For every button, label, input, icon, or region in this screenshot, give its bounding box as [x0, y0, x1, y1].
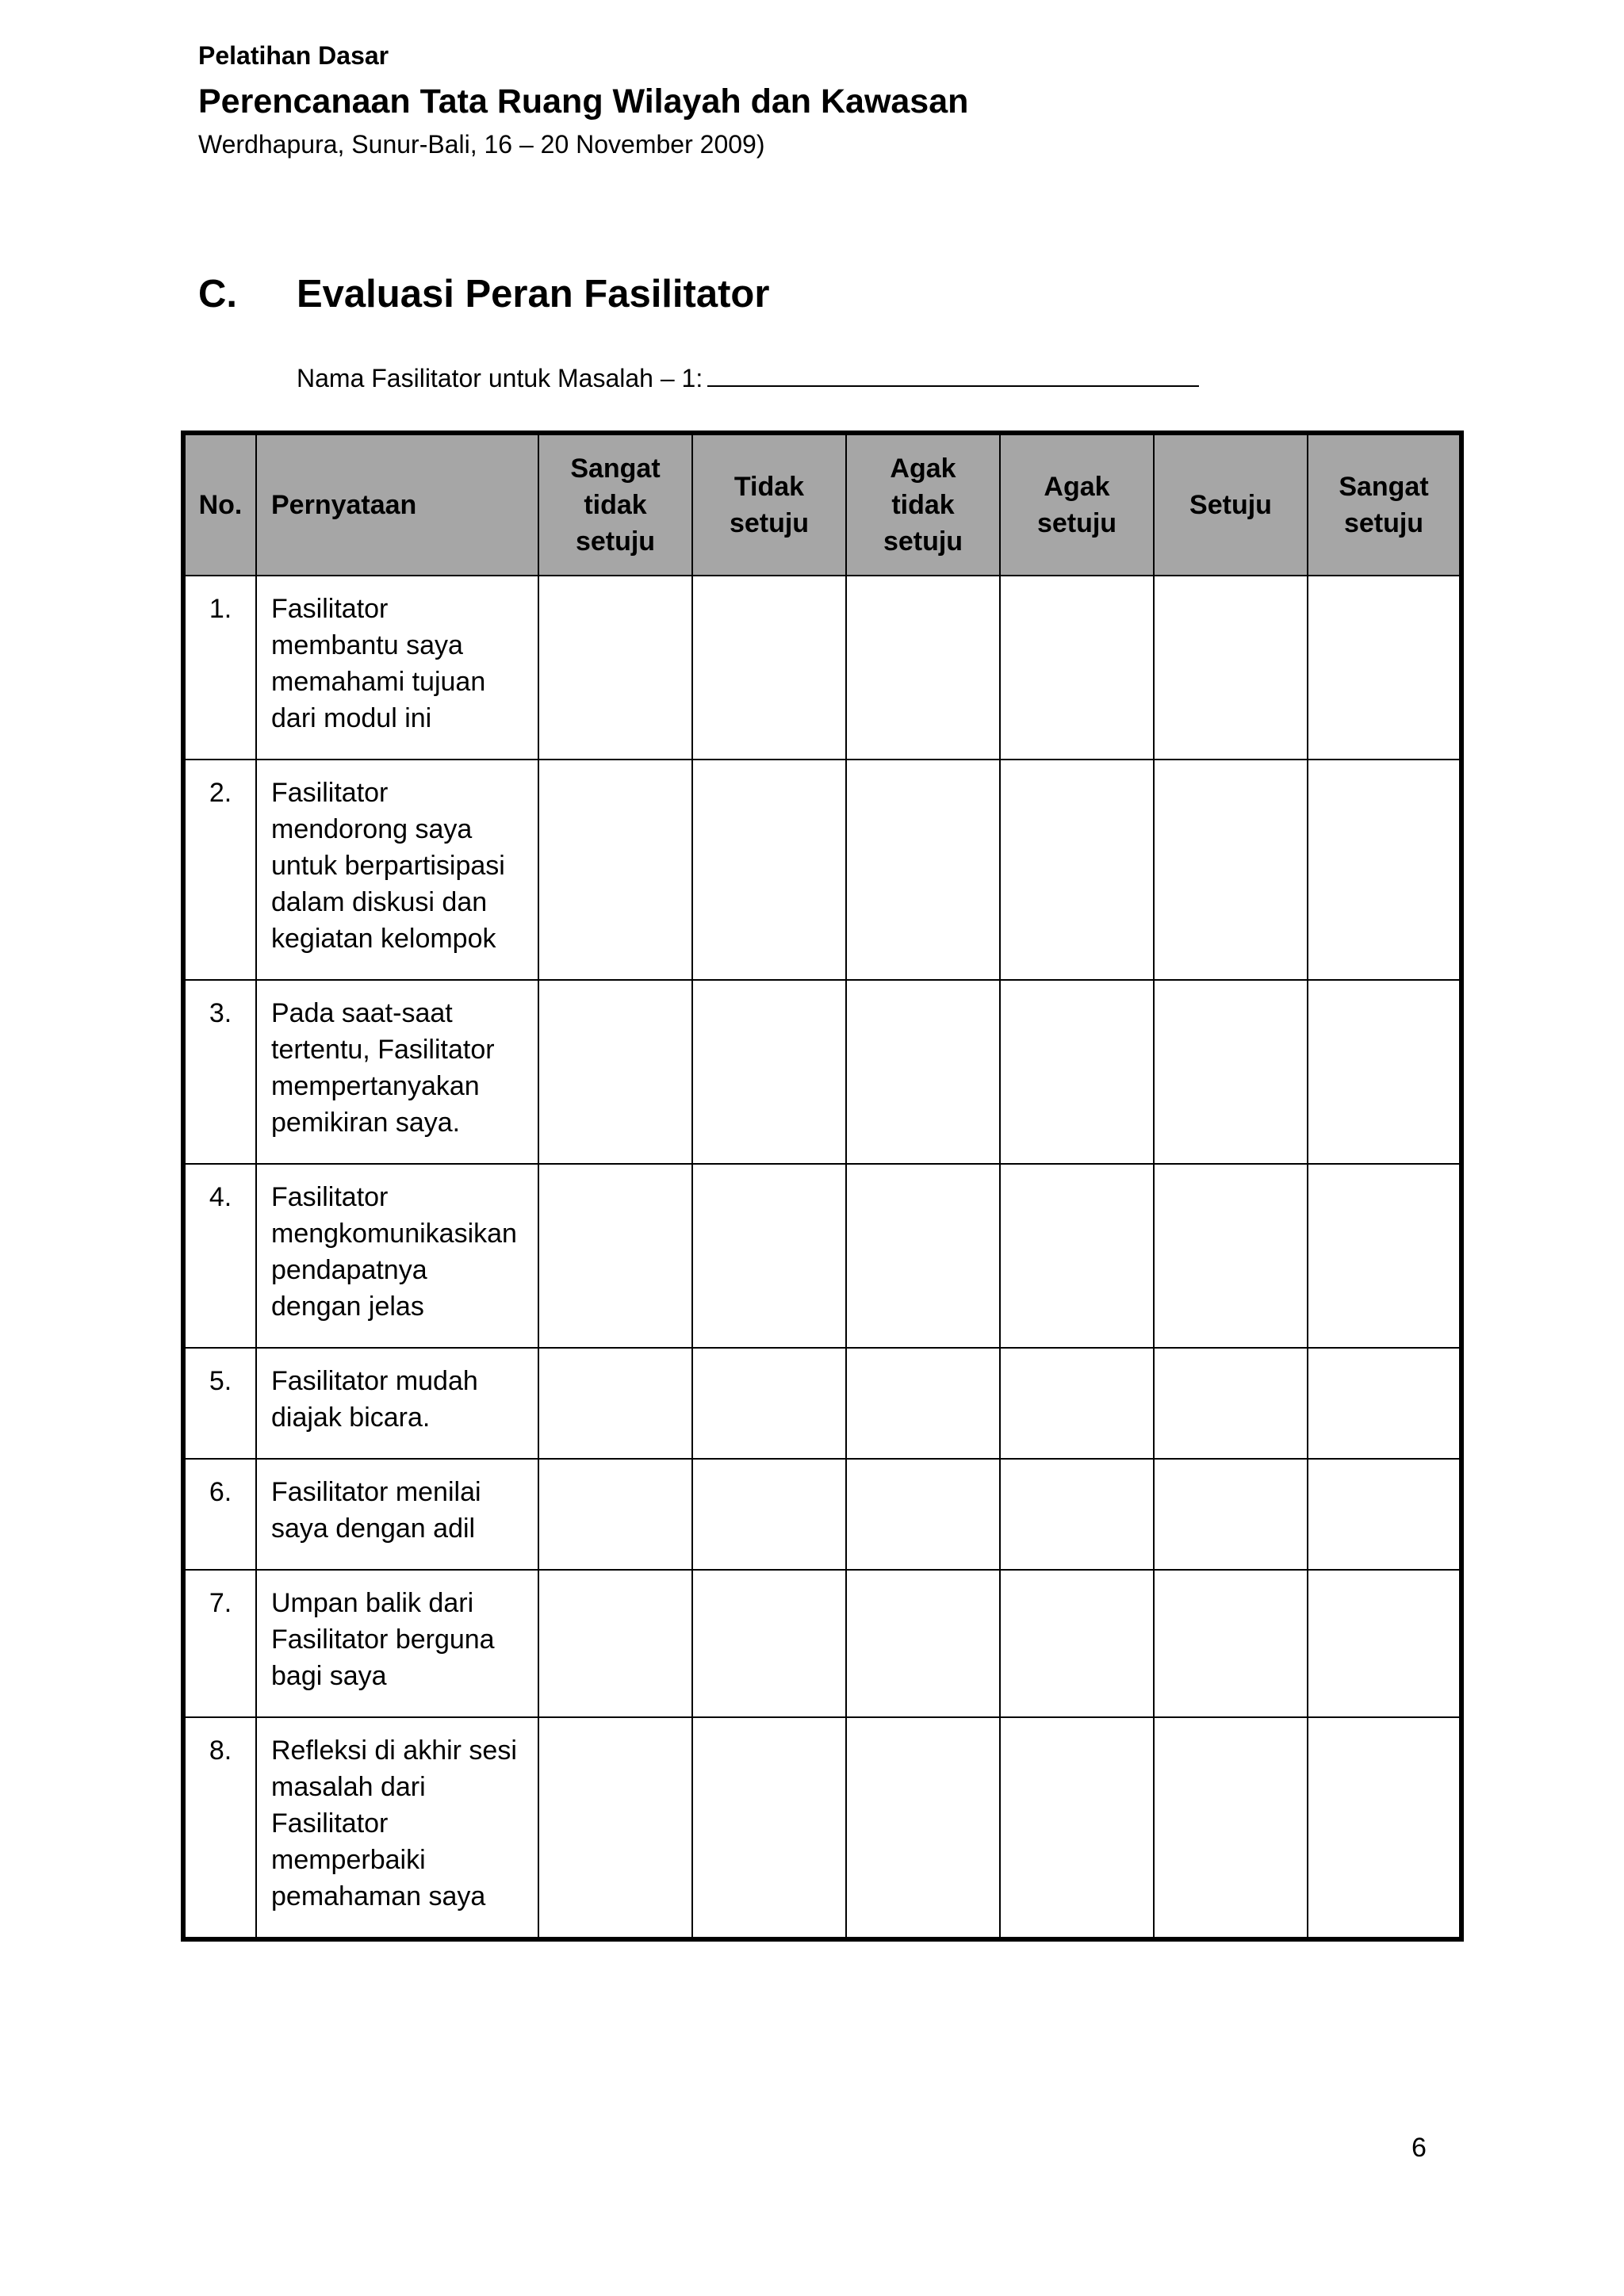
rating-cell-2[interactable] — [692, 1570, 846, 1717]
statement-line: Fasilitator — [271, 778, 389, 808]
statement-line: dengan jelas — [271, 1292, 424, 1322]
rating-cell-2[interactable] — [692, 980, 846, 1164]
statement-line: bagi saya — [271, 1661, 387, 1691]
row-number: 5. — [183, 1348, 256, 1459]
statement-line: memahami tujuan — [271, 667, 486, 697]
rating-cell-4[interactable] — [1000, 980, 1154, 1164]
header-scale-line: tidak — [891, 490, 955, 520]
statement-line: dari modul ini — [271, 703, 432, 733]
facilitator-name-label: Nama Fasilitator untuk Masalah – 1: — [297, 364, 703, 392]
row-number: 3. — [183, 980, 256, 1164]
statement-line: Pada saat-saat — [271, 998, 453, 1028]
statement-line: masalah dari — [271, 1772, 426, 1802]
section-title: Evaluasi Peran Fasilitator — [297, 273, 770, 316]
table-row — [183, 1348, 1461, 1459]
header-course-title: Perencanaan Tata Ruang Wilayah dan Kawasan — [198, 82, 969, 121]
rating-cell-6[interactable] — [1308, 1164, 1461, 1348]
rating-cell-6[interactable] — [1308, 1717, 1461, 1939]
row-number: 1. — [183, 576, 256, 760]
rating-cell-6[interactable] — [1308, 1570, 1461, 1717]
statement-line: pemikiran saya. — [271, 1108, 461, 1138]
rating-cell-3[interactable] — [846, 980, 1000, 1164]
header-scale-1 — [538, 433, 692, 576]
header-scale-line: Agak — [1044, 472, 1110, 502]
row-number: 7. — [183, 1570, 256, 1717]
statement-line: Fasilitator berguna — [271, 1624, 495, 1655]
row-statement — [256, 576, 538, 760]
row-statement — [256, 980, 538, 1164]
header-scale-line: tidak — [584, 490, 647, 520]
statement-line: kegiatan kelompok — [271, 924, 496, 954]
rating-cell-1[interactable] — [538, 1459, 692, 1570]
table-row — [183, 1570, 1461, 1717]
rating-cell-2[interactable] — [692, 576, 846, 760]
row-number: 6. — [183, 1459, 256, 1570]
rating-cell-5[interactable] — [1154, 1164, 1308, 1348]
statement-line: membantu saya — [271, 630, 463, 660]
header-scale-6 — [1308, 433, 1461, 576]
table-row — [183, 1164, 1461, 1348]
rating-cell-4[interactable] — [1000, 1459, 1154, 1570]
table-row — [183, 1717, 1461, 1939]
evaluation-table — [181, 430, 1464, 1942]
statement-line: pemahaman saya — [271, 1881, 486, 1911]
rating-cell-4[interactable] — [1000, 1164, 1154, 1348]
statement-line: dalam diskusi dan — [271, 887, 488, 917]
header-scale-line: Agak — [890, 453, 956, 484]
rating-cell-6[interactable] — [1308, 1348, 1461, 1459]
rating-cell-4[interactable] — [1000, 576, 1154, 760]
statement-line: Umpan balik dari — [271, 1588, 474, 1618]
rating-cell-5[interactable] — [1154, 1348, 1308, 1459]
rating-cell-5[interactable] — [1154, 1717, 1308, 1939]
row-statement — [256, 1570, 538, 1717]
rating-cell-5[interactable] — [1154, 1570, 1308, 1717]
rating-cell-3[interactable] — [846, 1570, 1000, 1717]
facilitator-name-field[interactable] — [707, 362, 1199, 387]
header-scale-5 — [1154, 433, 1308, 576]
rating-cell-4[interactable] — [1000, 1348, 1154, 1459]
header-scale-line: setuju — [1036, 508, 1117, 538]
rating-cell-5[interactable] — [1154, 1459, 1308, 1570]
rating-cell-6[interactable] — [1308, 760, 1461, 980]
row-number: 2. — [183, 760, 256, 980]
table-row — [183, 760, 1461, 980]
row-number: 8. — [183, 1717, 256, 1939]
header-scale-line: Sangat — [570, 453, 661, 484]
header-scale-line: Setuju — [1189, 490, 1272, 520]
rating-cell-3[interactable] — [846, 760, 1000, 980]
rating-cell-3[interactable] — [846, 1717, 1000, 1939]
statement-line: tertentu, Fasilitator — [271, 1035, 495, 1065]
header-scale-4 — [1000, 433, 1154, 576]
header-scale-3 — [846, 433, 1000, 576]
row-statement — [256, 1164, 538, 1348]
table-header-row — [183, 433, 1461, 576]
rating-cell-1[interactable] — [538, 1164, 692, 1348]
statement-line: Fasilitator — [271, 1808, 389, 1839]
rating-cell-2[interactable] — [692, 1459, 846, 1570]
rating-cell-1[interactable] — [538, 1717, 692, 1939]
table-row — [183, 576, 1461, 760]
rating-cell-1[interactable] — [538, 576, 692, 760]
rating-cell-1[interactable] — [538, 980, 692, 1164]
statement-line: mempertanyakan — [271, 1071, 480, 1101]
header-statement: Pernyataan — [256, 433, 538, 576]
statement-line: Fasilitator — [271, 1182, 389, 1212]
rating-cell-3[interactable] — [846, 1348, 1000, 1459]
rating-cell-2[interactable] — [692, 1717, 846, 1939]
row-statement — [256, 1348, 538, 1459]
header-scale-line: setuju — [729, 508, 810, 538]
statement-line: mengkomunikasikan — [271, 1219, 517, 1249]
header-scale-line: setuju — [575, 526, 656, 557]
statement-line: mendorong saya — [271, 814, 473, 844]
statement-line: memperbaiki — [271, 1845, 426, 1875]
rating-cell-6[interactable] — [1308, 1459, 1461, 1570]
rating-cell-5[interactable] — [1154, 760, 1308, 980]
section-letter: C. — [198, 273, 237, 316]
page-number: 6 — [1411, 2133, 1427, 2163]
rating-cell-6[interactable] — [1308, 980, 1461, 1164]
rating-cell-4[interactable] — [1000, 1717, 1154, 1939]
rating-cell-3[interactable] — [846, 1164, 1000, 1348]
rating-cell-5[interactable] — [1154, 980, 1308, 1164]
rating-cell-3[interactable] — [846, 1459, 1000, 1570]
statement-line: diajak bicara. — [271, 1402, 431, 1433]
row-statement — [256, 1717, 538, 1939]
rating-cell-5[interactable] — [1154, 576, 1308, 760]
table-body — [183, 576, 1461, 1939]
table-row — [183, 980, 1461, 1164]
statement-line: Refleksi di akhir sesi — [271, 1735, 517, 1766]
header-scale-line: Tidak — [733, 472, 805, 502]
rating-cell-1[interactable] — [538, 760, 692, 980]
rating-cell-3[interactable] — [846, 576, 1000, 760]
table-row — [183, 1459, 1461, 1570]
header-scale-2 — [692, 433, 846, 576]
header-scale-line: setuju — [1343, 508, 1424, 538]
row-number: 4. — [183, 1164, 256, 1348]
header-location-date: Werdhapura, Sunur-Bali, 16 – 20 November 2009) — [198, 130, 765, 159]
rating-cell-1[interactable] — [538, 1570, 692, 1717]
header-scale-line: Sangat — [1339, 472, 1429, 502]
row-statement — [256, 760, 538, 980]
facilitator-name-line — [297, 362, 1199, 393]
rating-cell-2[interactable] — [692, 760, 846, 980]
rating-cell-4[interactable] — [1000, 1570, 1154, 1717]
statement-line: Fasilitator menilai — [271, 1477, 481, 1507]
statement-line: Fasilitator — [271, 594, 389, 624]
statement-line: pendapatnya — [271, 1255, 427, 1285]
rating-cell-4[interactable] — [1000, 760, 1154, 980]
row-statement — [256, 1459, 538, 1570]
statement-line: untuk berpartisipasi — [271, 851, 505, 881]
statement-line: saya dengan adil — [271, 1513, 476, 1544]
rating-cell-2[interactable] — [692, 1348, 846, 1459]
rating-cell-2[interactable] — [692, 1164, 846, 1348]
header-scale-line: setuju — [883, 526, 963, 557]
header-course-type: Pelatihan Dasar — [198, 41, 389, 70]
header-no: No. — [183, 433, 256, 576]
rating-cell-1[interactable] — [538, 1348, 692, 1459]
statement-line: Fasilitator mudah — [271, 1366, 478, 1396]
rating-cell-6[interactable] — [1308, 576, 1461, 760]
